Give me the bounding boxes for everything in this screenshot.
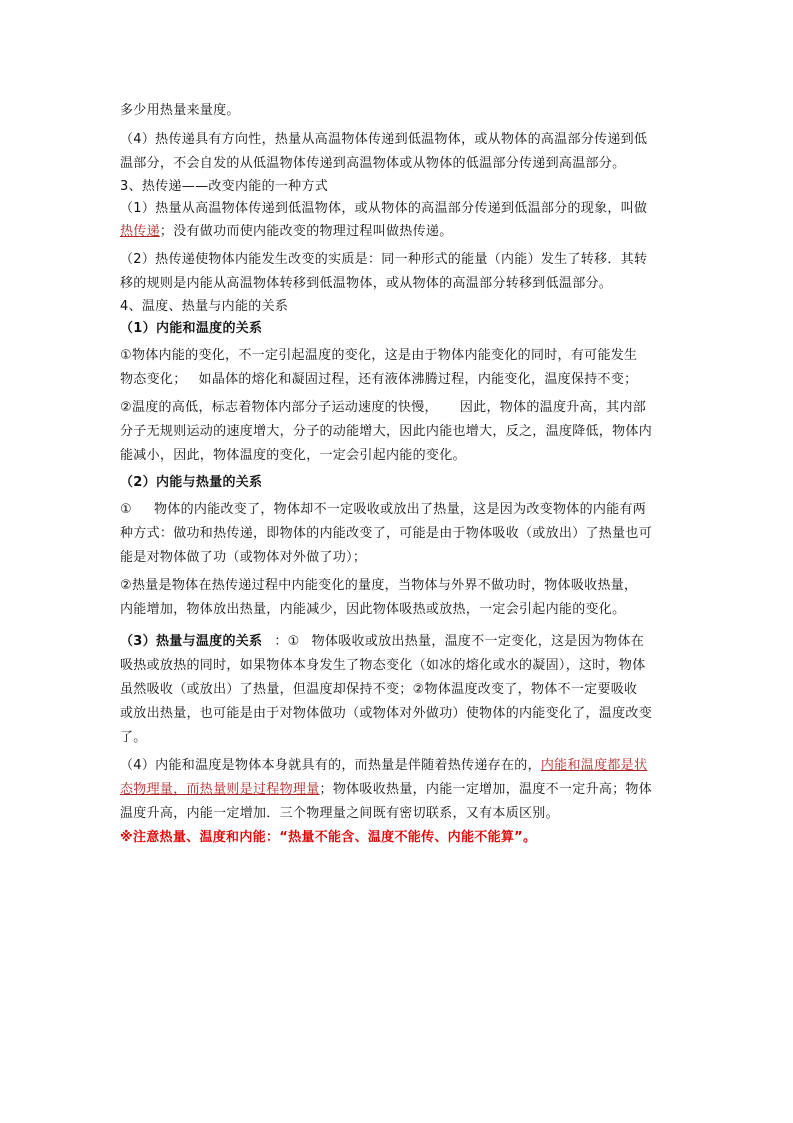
text-span: ②温度的高低，标志着物体内部分子运动速度的快慢， [120,400,438,415]
text-line [120,220,680,244]
text-line: （4）热传递具有方向性，热量从高温物体传递到低温物体，或从物体的高温部分传递到低 [120,132,648,147]
text-line [120,630,680,654]
section-heading-4: 4、温度、热量与内能的关系 [120,299,289,314]
text-line [120,778,680,802]
text-span: 物体的内能改变了，物体却不一定吸收或放出了热量，这是因为改变物体的内能有两 [153,502,647,517]
warning-note: ※注意热量、温度和内能：“热量不能含、温度不能传、内能不能算”。 [120,830,537,845]
text-span: 物态变化； [120,372,187,387]
text-line: 或放出热量，也可能是由于对物体做功（或物体对外做功）使物体的内能变化了，温度改变 [120,706,653,721]
text-line: 内能增加，物体放出热量，内能减少，因此物体吸热或放热，一定会引起内能的变化。 [120,602,626,617]
term-state-quantity: 内能和温度都是状 [540,758,648,773]
term-heat-transfer: 热传递 [120,224,160,239]
term-process-quantity: 态物理量，而热量则是过程物理量 [120,782,320,797]
section-heading-3: 3、热传递——改变内能的一种方式 [120,179,329,194]
text-line: （2）热传递使物体内能发生改变的实质是：同一种形式的能量（内能）发生了转移．其转 [120,252,648,267]
text-span: 物体吸收或放出热量，温度不一定变化，这是因为物体在 [311,634,645,649]
subheading-3: （3）热量与温度的关系 [120,634,263,649]
text-span: 如晶体的熔化和凝固过程，还有液体沸腾过程，内能变化，温度保持不变； [198,372,638,387]
text-line: 能是对物体做了功（或物体对外做了功）； [120,550,367,565]
text-line: 分子无规则运动的速度增大，分子的动能增大，因此内能也增大，反之，温度降低，物体内 [120,424,653,439]
text-line: 温度升高，内能一定增加．三个物理量之间既有密切联系，又有本质区别。 [120,806,559,821]
subheading-1: （1）内能和温度的关系 [120,321,263,336]
text-span: ；没有做功而使内能改变的物理过程叫做热传递。 [159,224,453,239]
document-body [120,100,680,850]
text-line: ①物体内能的变化，不一定引起温度的变化，这是由于物体内能变化的同时，有可能发生 [120,348,638,363]
text-line: 能减小，因此，物体温度的变化，一定会引起内能的变化。 [120,448,466,463]
text-line [120,754,680,778]
text-line: （1）热量从高温物体传递到低温物体，或从物体的高温部分传递到低温部分的现象，叫做 [120,201,648,216]
text-line [120,498,680,522]
text-line: 种方式：做功和热传递，即物体的内能改变了，可能是由于物体吸收（或放出）了热量也可 [120,526,653,541]
text-line: 温部分，不会自发的从低温物体传递到高温物体或从物体的低温部分传递到高温部分。 [120,156,626,171]
text-line: 移的规则是内能从高温物体转移到低温物体，或从物体的高温部分转移到低温部分。 [120,276,613,291]
text-span: ；物体吸收热量，内能一定增加，温度不一定升高；物体 [319,782,653,797]
subheading-2: （2）内能与热量的关系 [120,475,263,490]
text-line [120,396,680,420]
text-span: 因此，物体的温度升高，其内部 [459,400,647,415]
text-span: ① [120,502,132,517]
text-span: （4）内能和温度是物体本身就具有的，而热量是伴随着热传递存在的， [120,758,541,773]
text-line: 吸热或放热的同时，如果物体本身发生了物态变化（如冰的熔化或水的凝固），这时，物体 [120,658,646,673]
text-line: 虽然吸收（或放出）了热量，但温度却保持不变；②物体温度改变了，物体不一定要吸收 [120,682,638,697]
text-line [120,368,680,392]
text-span: ：① [274,634,300,649]
text-line: 多少用热量来量度。 [120,103,240,118]
text-line: 了。 [120,730,147,745]
text-line: ②热量是物体在热传递过程中内能变化的量度，当物体与外界不做功时，物体吸收热量， [120,578,638,593]
